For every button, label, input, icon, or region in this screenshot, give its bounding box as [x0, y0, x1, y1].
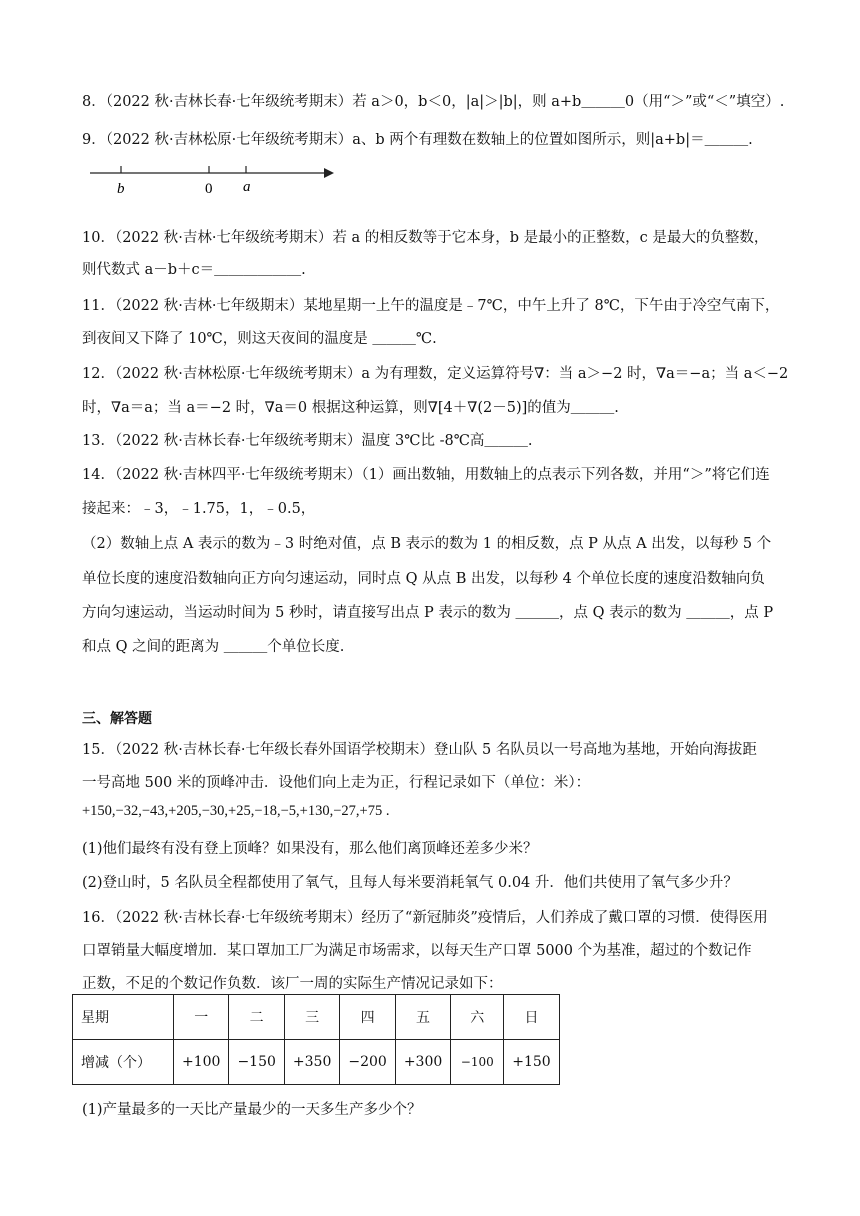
table-head-change: 增减（个）	[73, 1040, 174, 1085]
q16-sub1: (1)产量最多的一天比产量最少的一天多生产多少个？	[82, 1102, 422, 1118]
number-line-figure	[88, 160, 338, 200]
production-table	[72, 994, 560, 1085]
label-0: 0	[205, 181, 213, 197]
table-cell: 五	[395, 995, 450, 1040]
q15-sub2: (2)登山时，5 名队员全程都使用了氧气，且每人每米要消耗氧气 0.04 升．他们共使用了氧气多少升？	[82, 875, 738, 891]
table-row	[73, 995, 560, 1040]
table-cell: +150	[504, 1040, 559, 1085]
q16-line1: 16．（2022 秋·吉林长春·七年级统考期末）经历了“新冠肺炎”疫情后，人们养成了戴口罩的习惯．使得医用	[82, 910, 768, 926]
number-line-arrow	[324, 168, 334, 178]
q11-line1: 11．（2022 秋·吉林·七年级期末）某地星期一上午的温度是﹣7℃，中午上升了 8℃，下午由于冷空气南下，	[82, 298, 780, 314]
q8-line: 8．（2022 秋·吉林长春·七年级统考期末）若 a＞0，b＜0，|a|＞|b|，则 a+b＿＿＿0（用“＞”或“＜”填空）.	[82, 94, 785, 110]
table-cell: +300	[395, 1040, 450, 1085]
q16-line2: 口罩销量大幅度增加．某口罩加工厂为满足市场需求，以每天生产口罩 5000 个为基准，超过的个数记作	[82, 943, 752, 959]
q14-line3: （2）数轴上点 A 表示的数为﹣3 时绝对值，点 B 表示的数为 1 的相反数，点 P 从点 A 出发，以每秒 5 个	[82, 536, 772, 552]
q14-line5: 方向匀速运动，当运动时间为 5 秒时，请直接写出点 P 表示的数为 ＿＿＿，点 Q 表示的数为 ＿＿＿，点 P	[82, 605, 774, 621]
q10-line2: 则代数式 a－b＋c＝＿＿＿＿＿＿.	[82, 262, 306, 278]
label-a: a	[243, 179, 251, 195]
q13-line: 13．（2022 秋·吉林长春·七年级统考期末）温度 3℃比 -8℃高＿＿＿.	[82, 433, 533, 449]
table-cell: −100	[451, 1040, 504, 1085]
table-cell: +100	[174, 1040, 229, 1085]
q14-line6: 和点 Q 之间的距离为 ＿＿＿个单位长度.	[82, 639, 345, 655]
q12-line2: 时，∇a＝a；当 a＝−2 时，∇a＝0 根据这种运算，则∇[4＋∇(2－5)]的值为＿＿＿.	[82, 400, 619, 416]
q9-line: 9．（2022 秋·吉林松原·七年级统考期末）a、b 两个有理数在数轴上的位置如图所示，则|a+b|＝＿＿＿.	[82, 132, 753, 148]
q15-sub1: (1)他们最终有没有登上顶峰？如果没有，那么他们离顶峰还差多少米？	[82, 841, 538, 857]
table-cell: 一	[174, 995, 229, 1040]
q15-line2: 一号高地 500 米的顶峰冲击．设他们向上走为正，行程记录如下（单位：米）：	[82, 775, 591, 791]
q11-line2: 到夜间又下降了 10℃，则这天夜间的温度是 ＿＿＿℃.	[82, 331, 437, 347]
table-cell: −200	[340, 1040, 395, 1085]
q14-line4: 单位长度的速度沿数轴向正方向匀速运动，同时点 Q 从点 B 出发，以每秒 4 个单位长度的速度沿数轴向负	[82, 571, 765, 587]
table-cell: 日	[504, 995, 559, 1040]
table-cell: 三	[284, 995, 339, 1040]
q12-line1: 12．（2022 秋·吉林松原·七年级统考期末）a 为有理数，定义运算符号∇：当 a＞−2 时，∇a＝−a；当 a＜−2	[82, 366, 789, 382]
q15-line1: 15．（2022 秋·吉林长春·七年级长春外国语学校期末）登山队 5 名队员以一号高地为基地，开始向海拔距	[82, 742, 757, 758]
table-head-weekday: 星期	[73, 995, 174, 1040]
table-cell: 六	[451, 995, 504, 1040]
label-b: b	[117, 181, 125, 197]
table-row	[73, 1040, 560, 1085]
table-cell: +350	[284, 1040, 339, 1085]
table-cell: 二	[229, 995, 284, 1040]
q15-record: +150,−32,−43,+205,−30,+25,−18,−5,+130,−27,+75 .	[82, 803, 390, 819]
q10-line1: 10．（2022 秋·吉林·七年级统考期末）若 a 的相反数等于它本身，b 是最小的正整数，c 是最大的负整数，	[82, 230, 769, 246]
section-title: 三、解答题	[82, 711, 152, 727]
q16-line3: 正数，不足的个数记作负数．该厂一周的实际生产情况记录如下：	[82, 976, 503, 992]
q14-line1: 14．（2022 秋·吉林四平·七年级统考期末）（1）画出数轴，用数轴上的点表示下列各数，并用“＞”将它们连	[82, 467, 770, 483]
table-cell: −150	[229, 1040, 284, 1085]
q14-line2: 接起来：﹣3，﹣1.75，1，﹣0.5，	[82, 501, 316, 517]
table-cell: 四	[340, 995, 395, 1040]
